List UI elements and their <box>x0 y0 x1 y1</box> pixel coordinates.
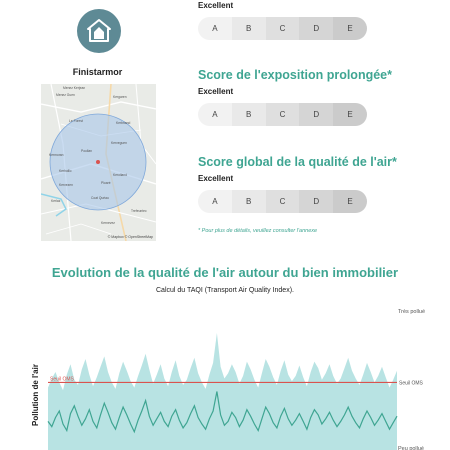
score-scale <box>198 190 367 213</box>
score-block-2 <box>198 68 392 126</box>
scale-letter: E <box>333 190 367 213</box>
y-min-label: Peu pollué <box>398 446 424 450</box>
threshold-label: Seuil OMS <box>50 376 74 383</box>
section-subtitle: Calcul du TAQI (Transport Air Quality Index). <box>156 287 294 294</box>
scale-letter: D <box>299 190 333 213</box>
section-title: Evolution de la qualité de l'air autour du bien immobilier <box>51 265 399 280</box>
score-scale <box>198 17 367 40</box>
scale-letter: A <box>198 190 232 213</box>
scale-letter: A <box>198 17 232 40</box>
map-label: Ploaré <box>101 181 111 185</box>
score-level: Excellent <box>198 1 234 10</box>
map-label: Kerveguen <box>111 141 127 145</box>
location-name: Finistarmor <box>72 67 123 77</box>
chart-svg <box>0 300 450 450</box>
score-block-3 <box>198 155 397 213</box>
scale-letter: C <box>266 190 300 213</box>
map-label: Kernevez <box>101 221 115 225</box>
scale-letter: D <box>299 103 333 126</box>
map-label: Menez Kerjean <box>63 86 86 90</box>
scale-letter: C <box>266 103 300 126</box>
score-title: Score de l'exposition prolongée* <box>198 68 392 82</box>
threshold-label-right: Seuil OMS <box>399 380 423 387</box>
scale-letter: E <box>333 17 367 40</box>
y-axis-label: Pollution de l'air <box>31 364 40 426</box>
map-label: Kerbriand <box>116 121 131 125</box>
air-quality-chart <box>0 300 450 450</box>
map-label: Coat Quéau <box>91 196 109 200</box>
scale-letter: B <box>232 103 266 126</box>
logo <box>77 9 121 53</box>
score-scale <box>198 103 367 126</box>
location-map[interactable] <box>41 84 156 241</box>
map-label: Kermoran <box>49 153 64 157</box>
map-label: Trefeuntec <box>131 209 147 213</box>
scale-letter: A <box>198 103 232 126</box>
map-credit[interactable]: © Mapbox © OpenStreetMap <box>107 235 153 239</box>
score-level: Excellent <box>198 87 234 96</box>
score-title: Score global de la qualité de l'air* <box>198 155 397 169</box>
series-area <box>48 333 397 450</box>
map-label: Kervezen <box>59 183 73 187</box>
scale-letter: B <box>232 190 266 213</box>
map-label: Kergaren <box>113 95 127 99</box>
scale-letter: C <box>266 17 300 40</box>
footnote: * Pour plus de détails, veuillez consulter l'annexe <box>198 228 318 234</box>
y-max-label: Très pollué <box>398 309 426 315</box>
map-label: Poullan <box>81 149 92 153</box>
scale-letter: B <box>232 17 266 40</box>
map-label: Kerhallic <box>59 169 72 173</box>
score-block-1 <box>198 1 367 40</box>
scale-letter: D <box>299 17 333 40</box>
scale-letter: E <box>333 103 367 126</box>
score-level: Excellent <box>198 174 234 183</box>
house-icon <box>84 16 114 46</box>
map-label: Le Forest <box>69 119 83 123</box>
map-label: Kerolland <box>113 173 127 177</box>
map-label: Menez Guen <box>56 93 75 97</box>
map-label: Kerlaz <box>51 199 61 203</box>
